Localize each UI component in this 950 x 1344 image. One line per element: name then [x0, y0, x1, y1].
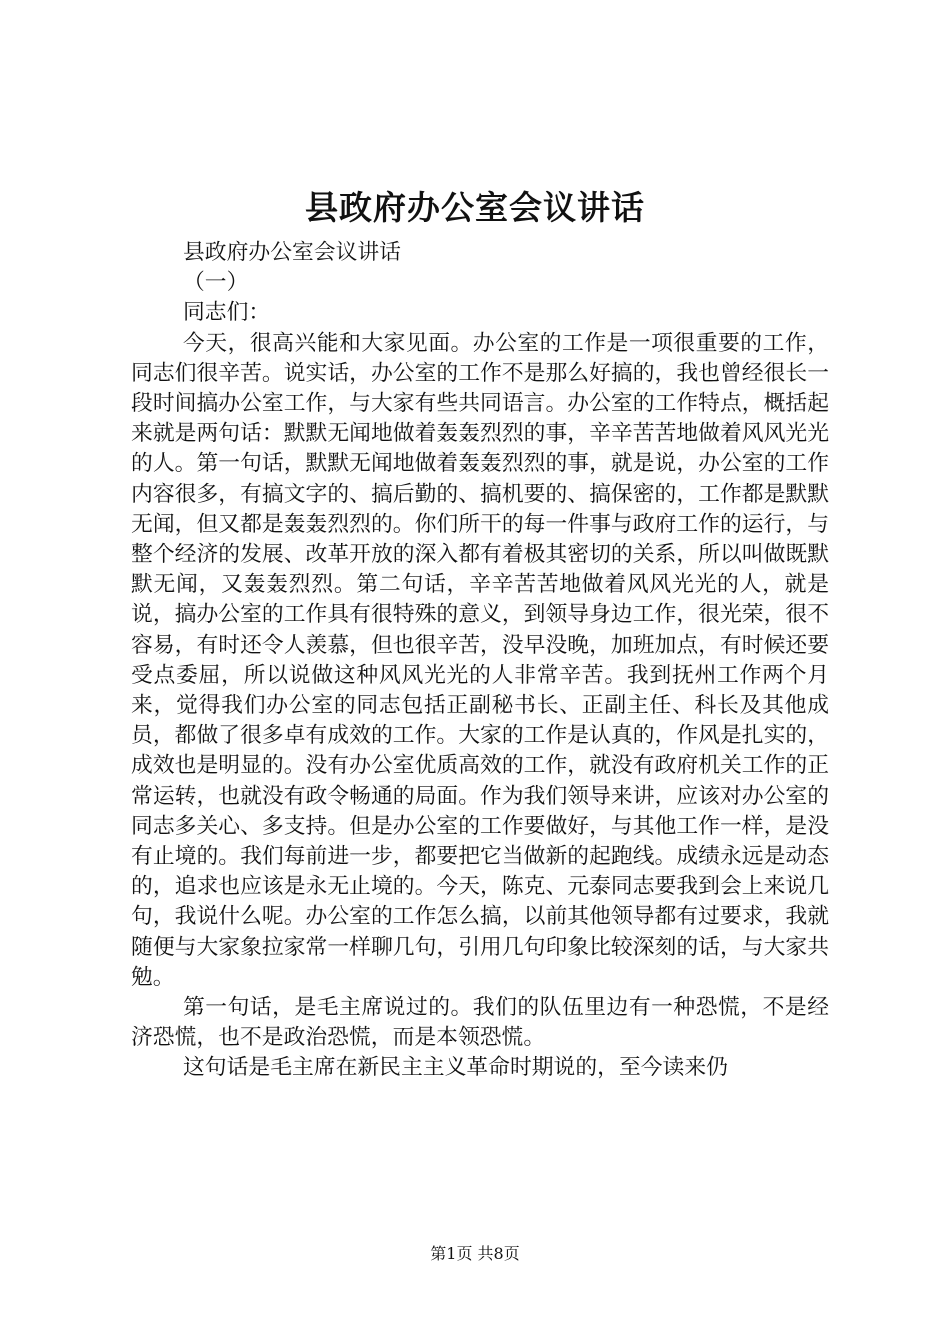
paragraph-1: 今天，很高兴能和大家见面。办公室的工作是一项很重要的工作，同志们很辛苦。说实话，办公室的工作不是那么好搞的，我也曾经很长一段时间搞办公室工作，与大家有些共同语言。办公室的工作特点，概括起来就是两句话：默默无闻地做着轰轰烈烈的事，辛辛苦苦地做着风风光光的人。第一句话，默默无闻地做着轰轰烈烈的事，就是说，办公室的工作内容很多，有搞文字的、搞后勤的、搞机要的、搞保密的，工作都是默默无闻，但又都是轰轰烈烈的。你们所干的每一件事与政府工作的运行，与整个经济的发展、改革开放的深入都有着极其密切的关系，所以叫做既默默无闻，又轰轰烈烈。第二句话，辛辛苦苦地做着风风光光的人，就是说，搞办公室的工作具有很特殊的意义，到领导身边工作，很光荣，很不容易，有时还令人羡慕，但也很辛苦，没早没晚，加班加点，有时候还要受点委屈，所以说做这种风风光光的人非常辛苦。我到抚州工作两个月来，觉得我们办公室的同志包括正副秘书长、正副主任、科长及其他成员，都做了很多卓有成效的工作。大家的工作是认真的，作风是扎实的，成效也是明显的。没有办公室优质高效的工作，就没有政府机关工作的正常运转，也就没有政令畅通的局面。作为我们领导来讲，应该对办公室的同志多关心、多支持。但是办公室的工作要做好，与其他工作一样，是没有止境的。我们每前进一步，都要把它当做新的起跑线。成绩永远是动态的，追求也应该是永无止境的。今天，陈克、元泰同志要我到会上来说几句，我说什么呢。办公室的工作怎么搞，以前其他领导都有过要求，我就随便与大家象拉家常一样聊几句，引用几句印象比较深刻的话，与大家共勉。 [131, 330, 829, 990]
section-marker: （一） [183, 270, 249, 296]
greeting-line: 同志们： [183, 300, 271, 326]
subtitle-line: 县政府办公室会议讲话 [183, 240, 401, 265]
document-title: 县政府办公室会议讲话 [305, 188, 645, 227]
paragraph-3: 这句话是毛主席在新民主主义革命时期说的，至今读来仍 [183, 1055, 728, 1081]
paragraph-2: 第一句话，是毛主席说过的。我们的队伍里边有一种恐慌，不是经济恐慌，也不是政治恐慌，而是本领恐慌。 [131, 995, 829, 1051]
page-number-footer: 第1页 共8页 [430, 1244, 520, 1263]
document-body [131, 238, 829, 1084]
